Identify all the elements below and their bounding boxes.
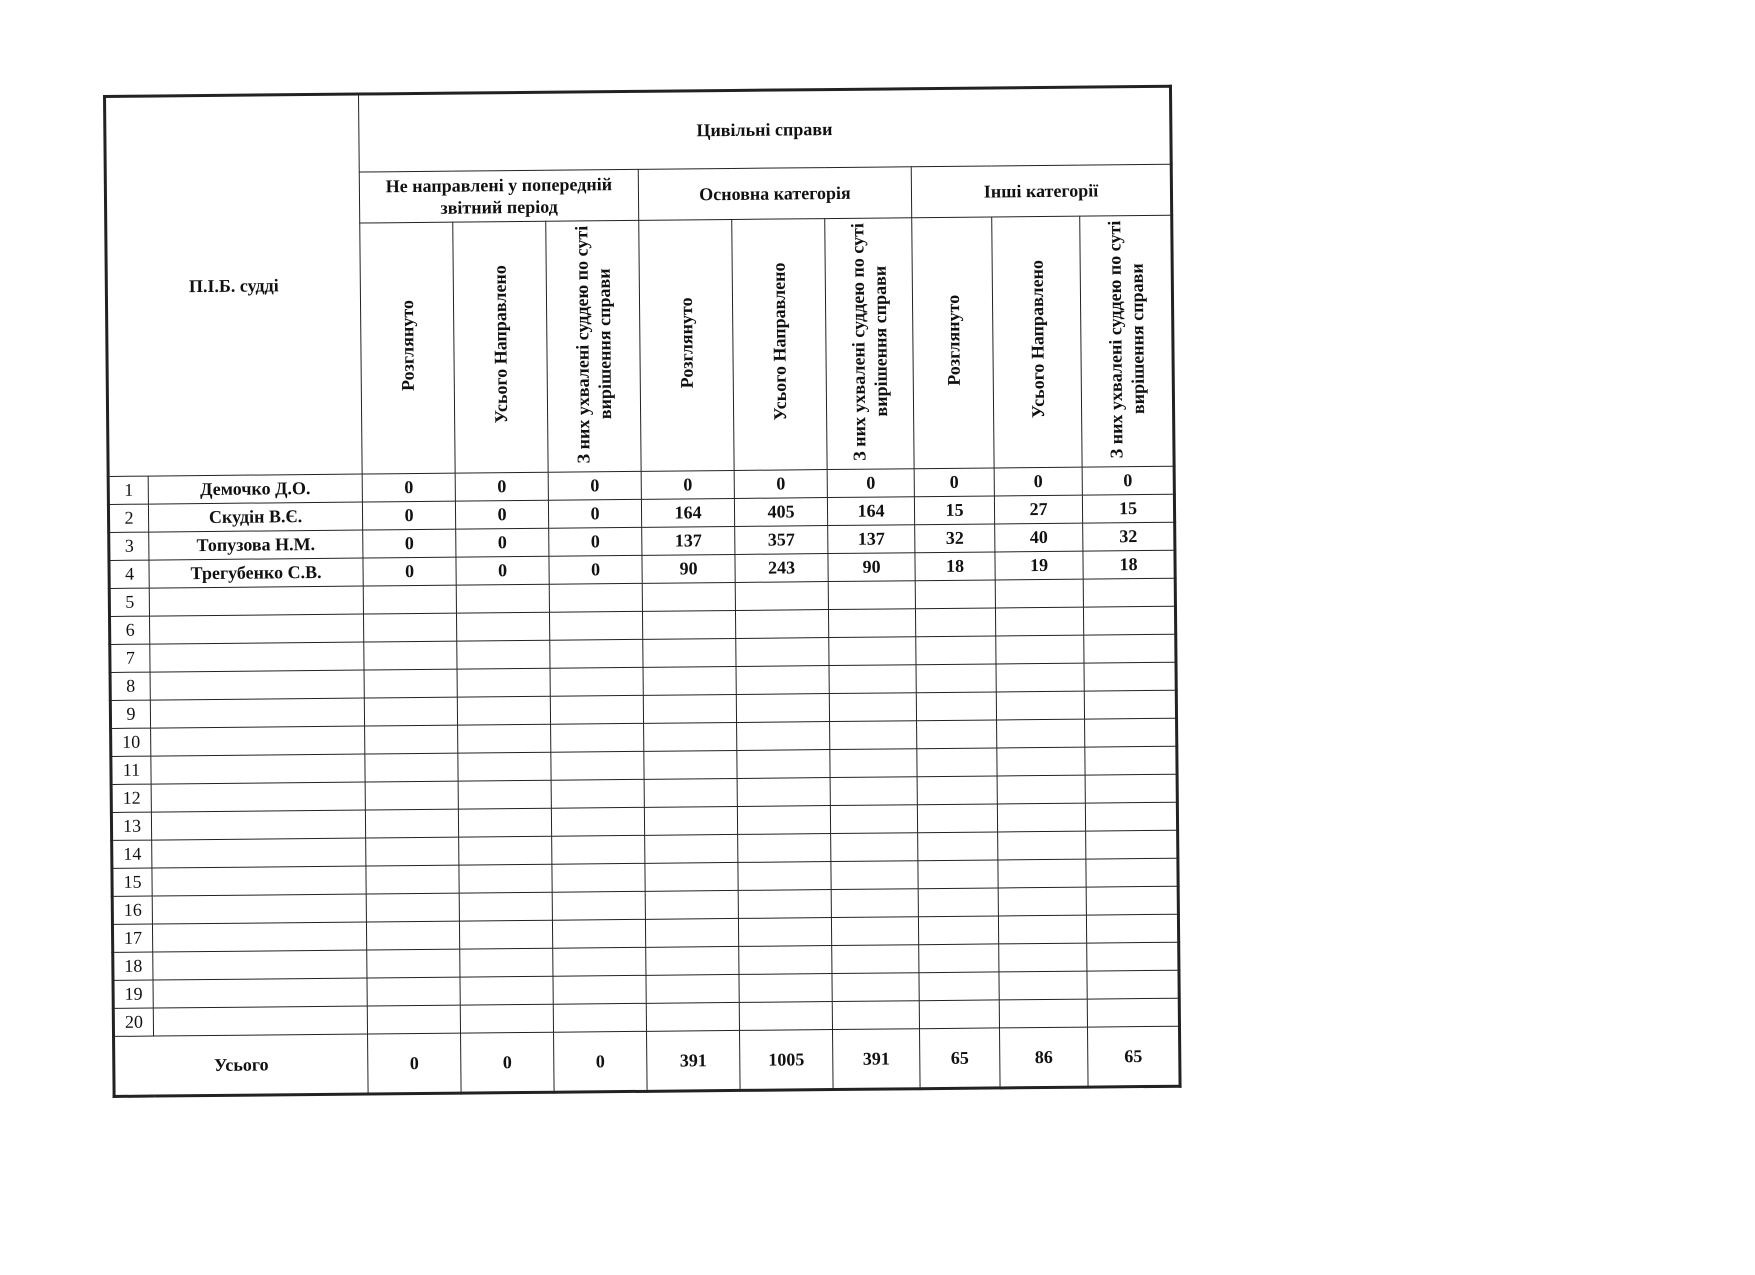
value-cell	[998, 887, 1086, 916]
value-cell: 357	[735, 526, 828, 555]
judge-name-cell	[150, 614, 364, 644]
judge-name-cell	[150, 670, 364, 700]
value-cell: 0	[1082, 466, 1174, 495]
value-cell	[553, 1003, 646, 1032]
value-cell	[995, 579, 1083, 608]
value-cell: 0	[362, 501, 455, 530]
value-cell	[364, 669, 457, 698]
value-cell	[551, 751, 644, 780]
value-cell	[459, 892, 552, 921]
subcolumn-label: Усього Направлено	[1026, 260, 1048, 419]
value-cell	[919, 972, 999, 1001]
value-cell	[458, 808, 551, 837]
subcolumn-header-reviewed	[639, 219, 734, 471]
value-cell	[1084, 634, 1176, 663]
value-cell	[1086, 914, 1178, 943]
value-cell: 0	[549, 555, 642, 584]
group-header-other-categories: Інші категорії	[911, 164, 1172, 217]
value-cell	[918, 832, 998, 861]
value-cell: 0	[548, 471, 641, 500]
row-number: 8	[110, 672, 150, 700]
value-cell	[549, 611, 642, 640]
value-cell	[996, 635, 1084, 664]
row-number: 6	[110, 616, 150, 644]
row-number: 11	[111, 756, 151, 784]
value-cell	[919, 944, 999, 973]
subcolumn-header-decided	[546, 220, 641, 472]
value-cell	[459, 920, 552, 949]
value-cell	[1087, 998, 1179, 1027]
judge-name-cell	[152, 866, 366, 896]
value-cell: 32	[915, 524, 995, 553]
value-cell	[460, 976, 553, 1005]
value-cell	[1086, 886, 1178, 915]
value-cell	[832, 973, 919, 1002]
value-cell	[735, 582, 828, 611]
value-cell	[1084, 690, 1176, 719]
value-cell	[739, 1002, 832, 1031]
value-cell	[999, 943, 1087, 972]
value-cell	[830, 777, 917, 806]
value-cell	[828, 609, 915, 638]
value-cell	[549, 583, 642, 612]
value-cell	[552, 863, 645, 892]
judge-name-cell: Демочко Д.О.	[148, 474, 362, 504]
value-cell: 0	[914, 468, 994, 497]
total-label: Усього	[114, 1034, 369, 1096]
value-cell	[644, 806, 737, 835]
value-cell	[366, 893, 459, 922]
judge-name-cell	[151, 782, 365, 812]
value-cell: 0	[455, 472, 548, 501]
value-cell: 18	[1083, 550, 1175, 579]
judge-name-cell	[153, 978, 367, 1008]
value-cell	[999, 999, 1087, 1028]
value-cell	[458, 780, 551, 809]
value-cell	[550, 639, 643, 668]
value-cell	[366, 921, 459, 950]
value-cell	[1087, 970, 1179, 999]
value-cell	[918, 888, 998, 917]
row-number: 7	[110, 644, 150, 672]
value-cell	[738, 890, 831, 919]
row-number: 18	[113, 952, 153, 980]
value-cell	[646, 974, 739, 1003]
value-cell	[645, 834, 738, 863]
value-cell	[366, 837, 459, 866]
value-cell	[364, 697, 457, 726]
value-cell	[738, 834, 831, 863]
value-cell	[1085, 802, 1177, 831]
value-cell	[365, 809, 458, 838]
value-cell	[646, 946, 739, 975]
value-cell	[832, 945, 919, 974]
row-number: 13	[111, 812, 151, 840]
judge-name-cell	[151, 726, 365, 756]
row-number: 12	[111, 784, 151, 812]
total-value-cell: 1005	[740, 1030, 834, 1091]
subcolumn-header-reviewed	[912, 217, 994, 469]
row-number: 14	[112, 840, 152, 868]
value-cell	[1086, 858, 1178, 887]
value-cell	[551, 807, 644, 836]
subcolumn-label: Розглянуто	[396, 300, 418, 392]
value-cell	[918, 916, 998, 945]
value-cell	[1083, 578, 1175, 607]
civil-cases-header: Цивільні справи	[359, 86, 1172, 172]
subcolumn-label: З них ухвалені суддею по суті вирішення справи	[847, 222, 892, 461]
value-cell	[832, 1001, 919, 1030]
row-number: 16	[112, 896, 152, 924]
row-number: 3	[109, 532, 149, 560]
judge-name-header: П.І.Б. судді	[105, 94, 363, 476]
value-cell	[550, 667, 643, 696]
value-cell	[456, 612, 549, 641]
subcolumn-header-reviewed	[360, 222, 455, 474]
value-cell	[829, 637, 916, 666]
value-cell	[367, 977, 460, 1006]
value-cell	[830, 721, 917, 750]
value-cell	[916, 664, 996, 693]
value-cell	[997, 747, 1085, 776]
value-cell	[998, 831, 1086, 860]
value-cell: 137	[828, 525, 915, 554]
value-cell: 0	[548, 499, 641, 528]
value-cell	[736, 638, 829, 667]
value-cell	[830, 805, 917, 834]
value-cell	[1085, 774, 1177, 803]
value-cell	[915, 608, 995, 637]
value-cell	[999, 971, 1087, 1000]
value-cell	[645, 862, 738, 891]
judge-name-cell	[152, 894, 366, 924]
value-cell	[365, 753, 458, 782]
row-number: 1	[108, 476, 148, 504]
value-cell	[457, 696, 550, 725]
row-number: 4	[109, 560, 149, 588]
value-cell	[738, 862, 831, 891]
value-cell	[457, 640, 550, 669]
row-number: 20	[113, 1008, 153, 1036]
row-number: 9	[110, 700, 150, 728]
value-cell	[642, 610, 735, 639]
value-cell	[919, 1000, 999, 1029]
value-cell	[550, 695, 643, 724]
value-cell	[1084, 662, 1176, 691]
value-cell: 90	[642, 554, 735, 583]
value-cell	[916, 636, 996, 665]
subcolumn-header-decided	[825, 218, 914, 470]
judge-name-cell	[150, 642, 364, 672]
total-value-cell: 391	[833, 1029, 921, 1090]
header-row-main	[105, 86, 1172, 174]
value-cell	[830, 749, 917, 778]
value-cell	[552, 891, 645, 920]
judge-name-cell: Трегубенко С.В.	[149, 558, 363, 588]
value-cell: 137	[642, 526, 735, 555]
subcolumn-header-total-sent	[992, 216, 1082, 468]
value-cell	[459, 864, 552, 893]
value-cell	[737, 806, 830, 835]
subcolumn-label: Усього Направлено	[489, 265, 512, 424]
value-cell	[645, 890, 738, 919]
report-sheet	[103, 85, 1182, 1098]
value-cell	[917, 776, 997, 805]
row-number: 19	[113, 980, 153, 1008]
judge-name-cell: Скудін В.Є.	[148, 502, 362, 532]
group-header-not-sent: Не направлені у попередній звітний період	[359, 169, 638, 223]
value-cell	[363, 585, 456, 614]
value-cell: 15	[1082, 494, 1174, 523]
judge-name-cell	[153, 1006, 367, 1036]
judge-name-cell	[153, 950, 367, 980]
value-cell	[460, 948, 553, 977]
value-cell: 0	[363, 557, 456, 586]
total-value-cell: 0	[554, 1031, 648, 1092]
value-cell	[460, 1004, 553, 1033]
value-cell	[642, 582, 735, 611]
value-cell	[739, 946, 832, 975]
subcolumn-header-total-sent	[732, 219, 827, 471]
row-number: 15	[112, 868, 152, 896]
value-cell	[1085, 718, 1177, 747]
subcolumn-header-decided	[1080, 215, 1174, 467]
value-cell	[831, 917, 918, 946]
value-cell	[643, 666, 736, 695]
value-cell	[646, 1002, 739, 1031]
value-cell	[915, 580, 995, 609]
total-value-cell: 0	[461, 1032, 555, 1093]
subcolumn-label: З них ухвалені суддею по суті вирішення справи	[1104, 219, 1149, 458]
value-cell	[739, 974, 832, 1003]
total-value-cell: 65	[1087, 1026, 1180, 1087]
value-cell: 243	[735, 554, 828, 583]
value-cell: 0	[641, 470, 734, 499]
row-number: 2	[108, 504, 148, 532]
value-cell: 164	[641, 498, 734, 527]
value-cell: 90	[828, 553, 915, 582]
value-cell	[644, 778, 737, 807]
value-cell: 19	[995, 551, 1083, 580]
value-cell	[552, 919, 645, 948]
value-cell	[831, 833, 918, 862]
judge-name-cell	[149, 586, 363, 616]
value-cell	[366, 865, 459, 894]
value-cell	[553, 975, 646, 1004]
value-cell: 164	[827, 497, 914, 526]
value-cell	[998, 915, 1086, 944]
value-cell	[365, 725, 458, 754]
row-number: 10	[111, 728, 151, 756]
value-cell	[738, 918, 831, 947]
row-number: 17	[112, 924, 152, 952]
judge-name-cell	[151, 754, 365, 784]
value-cell	[456, 584, 549, 613]
value-cell	[551, 723, 644, 752]
value-cell	[996, 691, 1084, 720]
value-cell	[737, 750, 830, 779]
value-cell	[644, 750, 737, 779]
subcolumn-label: Розглянуто	[942, 294, 964, 386]
value-cell	[917, 720, 997, 749]
judges-cases-table	[103, 85, 1182, 1098]
value-cell	[998, 859, 1086, 888]
value-cell	[917, 804, 997, 833]
total-value-cell: 0	[368, 1033, 462, 1094]
value-cell	[918, 860, 998, 889]
judge-name-cell	[152, 922, 366, 952]
value-cell	[831, 889, 918, 918]
value-cell	[553, 947, 646, 976]
value-cell	[367, 949, 460, 978]
judge-name-cell	[152, 838, 366, 868]
judge-name-cell	[151, 810, 365, 840]
value-cell: 405	[734, 498, 827, 527]
value-cell	[1086, 830, 1178, 859]
value-cell: 40	[995, 523, 1083, 552]
value-cell	[997, 803, 1085, 832]
value-cell: 0	[549, 527, 642, 556]
value-cell	[645, 918, 738, 947]
value-cell	[831, 861, 918, 890]
value-cell: 0	[827, 469, 914, 498]
value-cell: 32	[1083, 522, 1175, 551]
value-cell	[365, 781, 458, 810]
value-cell	[828, 581, 915, 610]
value-cell: 0	[456, 528, 549, 557]
subcolumn-label: З них ухвалені суддею по суті вирішення справи	[571, 225, 616, 463]
value-cell	[737, 778, 830, 807]
value-cell	[459, 836, 552, 865]
value-cell	[829, 665, 916, 694]
value-cell	[995, 607, 1083, 636]
total-value-cell: 86	[999, 1027, 1088, 1088]
subcolumn-header-total-sent	[453, 221, 548, 473]
value-cell: 27	[994, 495, 1082, 524]
value-cell	[916, 692, 996, 721]
value-cell	[457, 668, 550, 697]
value-cell	[364, 641, 457, 670]
value-cell: 0	[363, 529, 456, 558]
total-value-cell: 65	[920, 1028, 1001, 1089]
value-cell	[551, 779, 644, 808]
judge-name-cell: Топузова Н.М.	[149, 530, 363, 560]
value-cell: 0	[994, 467, 1082, 496]
value-cell	[552, 835, 645, 864]
row-number: 5	[109, 588, 149, 616]
value-cell: 0	[362, 473, 455, 502]
judge-name-cell	[150, 698, 364, 728]
value-cell	[737, 722, 830, 751]
value-cell	[736, 694, 829, 723]
total-row	[114, 1026, 1181, 1096]
value-cell	[1083, 606, 1175, 635]
value-cell	[643, 694, 736, 723]
value-cell	[643, 638, 736, 667]
value-cell: 18	[915, 552, 995, 581]
value-cell	[997, 775, 1085, 804]
total-value-cell: 391	[647, 1030, 741, 1091]
value-cell	[458, 752, 551, 781]
value-cell: 15	[914, 496, 994, 525]
value-cell	[829, 693, 916, 722]
value-cell: 0	[455, 500, 548, 529]
value-cell	[1087, 942, 1179, 971]
value-cell	[996, 663, 1084, 692]
value-cell: 0	[734, 470, 827, 499]
value-cell	[644, 722, 737, 751]
value-cell	[458, 724, 551, 753]
group-header-main-category: Основна категорія	[638, 167, 911, 221]
value-cell	[735, 610, 828, 639]
value-cell	[1085, 746, 1177, 775]
value-cell	[917, 748, 997, 777]
subcolumn-label: Усього Направлено	[768, 262, 791, 422]
subcolumn-label: Розглянуто	[675, 297, 697, 389]
value-cell	[367, 1005, 460, 1034]
value-cell	[736, 666, 829, 695]
value-cell: 0	[456, 556, 549, 585]
value-cell	[363, 613, 456, 642]
value-cell	[997, 719, 1085, 748]
